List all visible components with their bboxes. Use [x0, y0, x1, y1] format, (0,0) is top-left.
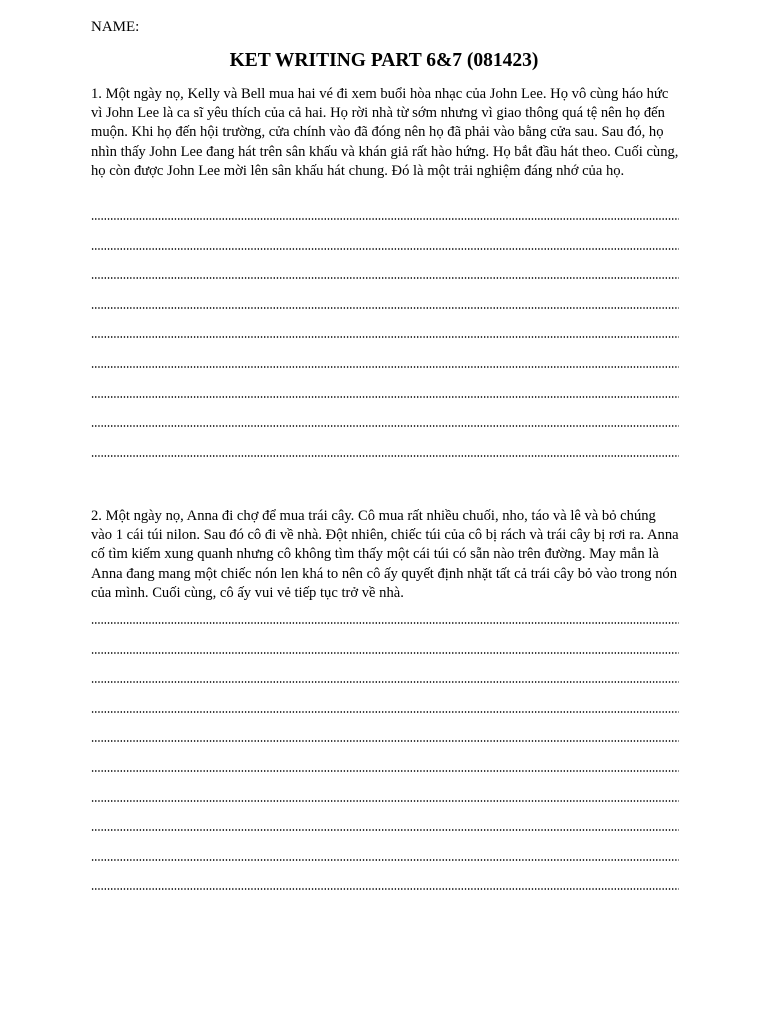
question-2-prompt: 2. Một ngày nọ, Anna đi chợ để mua trái cây. Cô mua rất nhiều chuối, nho, táo và lê và bỏ chúng vào 1 cái túi nilon. Sau đó cô đi về nhà. Đột nhiên, chiếc túi của cô bị rách và trái cây bị rơi ra. Anna cố tìm kiếm xung quanh nhưng cô không tìm thấy một cái túi có sẵn nào trên đường. May mắn là Anna đang mang một chiếc nón len khá to nên cô ấy quyết định nhặt tất cả trái cây bỏ vào trong nón của mình. Cuối cùng, cô ấy vui vẻ tiếp tục trở về nhà.	[91, 508, 679, 601]
worksheet-title: KET WRITING PART 6&7 (081423)	[229, 50, 539, 71]
answer-line[interactable]	[91, 366, 679, 368]
answer-line[interactable]	[91, 622, 679, 624]
answer-line[interactable]	[91, 711, 679, 713]
name-label: NAME:	[91, 19, 140, 35]
answer-line[interactable]	[91, 455, 679, 457]
answer-line[interactable]	[91, 829, 679, 831]
answer-line[interactable]	[91, 859, 679, 861]
answer-line[interactable]	[91, 218, 679, 220]
answer-line[interactable]	[91, 307, 679, 309]
question-1-prompt: 1. Một ngày nọ, Kelly và Bell mua hai vé đi xem buổi hòa nhạc của John Lee. Họ vô cùng háo hức vì John Lee là ca sĩ yêu thích của cả hai. Họ rời nhà từ sớm nhưng vì giao thông quá tệ nên họ đến muộn. Khi họ đến hội trường, cửa chính vào đã đóng nên họ đã phải vào bằng cửa sau. Sau đó, họ nhìn thấy John Lee đang hát trên sân khấu và khán giả rất hào hứng. Họ bắt đầu hát theo. Cuối cùng, họ còn được John Lee mời lên sân khấu hát chung. Đó là một trải nghiệm đáng nhớ của họ.	[91, 86, 679, 179]
answer-line[interactable]	[91, 336, 679, 338]
answer-line[interactable]	[91, 888, 679, 890]
answer-line[interactable]	[91, 770, 679, 772]
answer-line[interactable]	[91, 681, 679, 683]
answer-line[interactable]	[91, 396, 679, 398]
answer-line[interactable]	[91, 277, 679, 279]
answer-line[interactable]	[91, 425, 679, 427]
answer-line[interactable]	[91, 248, 679, 250]
answer-line[interactable]	[91, 800, 679, 802]
answer-line[interactable]	[91, 740, 679, 742]
answer-line[interactable]	[91, 652, 679, 654]
